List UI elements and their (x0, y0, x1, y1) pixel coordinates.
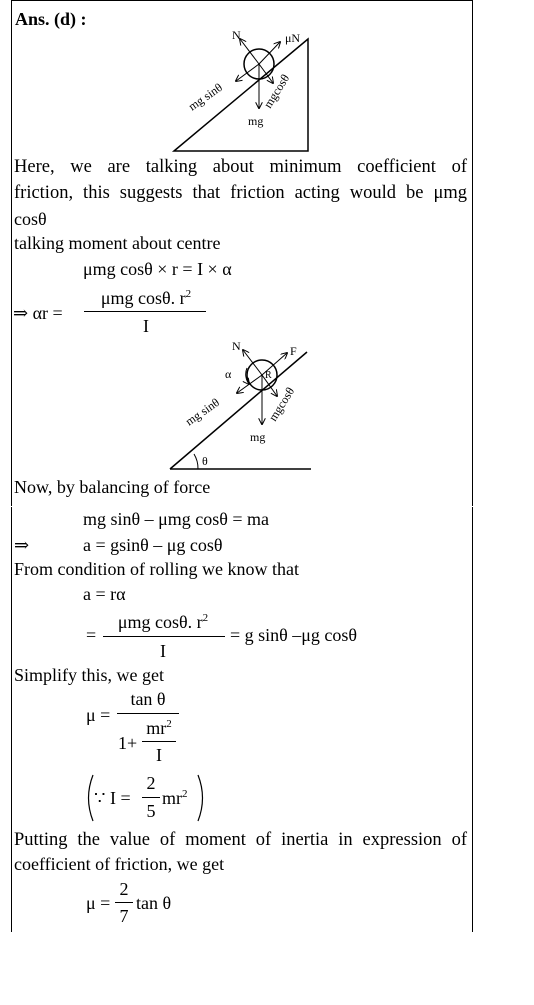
eq8-denominator: 5 (146, 801, 156, 821)
eq7-lhs: μ = (86, 705, 111, 725)
simplify-line: Simplify this, we get (14, 665, 164, 685)
eq2-fraction-bar (84, 311, 206, 312)
eq2-denominator: I (143, 316, 149, 336)
moment-line: talking moment about centre (14, 233, 221, 253)
eq7-inner-numerator: $mr^2$ (146, 718, 172, 738)
eq8-fraction-bar (142, 797, 160, 798)
incline-figure-1 (170, 25, 320, 155)
fig2-mgcos-label: mgcosθ (265, 384, 298, 424)
fig1-mgcos-label: mgcosθ (260, 71, 293, 111)
fig2-force-label: F (290, 344, 297, 358)
fig1-normal-label: N (232, 28, 241, 42)
putting-line1: Putting the value of moment of inertia in expression of (14, 830, 467, 850)
para1-line3: cosθ (14, 209, 47, 229)
fig2-theta-label: θ (202, 454, 208, 468)
incline-figure-2 (165, 338, 320, 473)
eq6-numerator: μmg cosθ. $r^2$ (117, 612, 209, 632)
fig1-mg-label: mg (248, 114, 264, 128)
eq2-lhs: ⇒ αr = (13, 303, 63, 323)
eq6-rhs: = g sinθ –μg cosθ (230, 625, 358, 645)
eq9-denominator: 7 (119, 906, 129, 926)
fig2-radius-label: R (265, 370, 272, 381)
fig2-alpha-label: α (225, 367, 232, 381)
eq4-arrow: ⇒ (14, 535, 30, 555)
eq7-fraction-bar (117, 713, 179, 714)
eq9-lhs: μ = (86, 893, 111, 913)
eq7-denominator-prefix: 1+ (118, 733, 138, 753)
para1-line2: friction, this suggests that friction acting would be μmg (14, 183, 467, 203)
eq8-rhs: $mr^2$ (162, 788, 188, 808)
fig1-friction-label: μN (285, 31, 301, 45)
eq7-inner-bar (142, 741, 176, 742)
fig1-mgsin-label: mg sinθ (185, 80, 225, 114)
eq7-inner-denominator: I (156, 745, 162, 765)
putting-line2: coefficient of friction, we get (14, 854, 225, 874)
eq9-numerator: 2 (119, 879, 129, 899)
rolling-line: From condition of rolling we know that (14, 559, 299, 579)
eq6-denominator: I (160, 641, 166, 661)
eq2-numerator: μmg cosθ. $r^2$ (100, 288, 192, 308)
eq3: mg sinθ – μmg cosθ = ma (83, 509, 270, 529)
para1-line1: Here, we are talking about minimum coefficient of (14, 157, 467, 177)
eq7-numerator: tan θ (130, 689, 166, 709)
answer-label: Ans. (d) : (15, 9, 87, 29)
eq1: μmg cosθ × r = I × α (83, 259, 232, 279)
eq9-fraction-bar (115, 902, 133, 903)
fig2-mgsin-label: mg sinθ (182, 395, 222, 429)
eq5: a = rα (83, 584, 126, 604)
eq9-rhs: tan θ (136, 893, 172, 913)
fig2-normal-label: N (232, 339, 241, 353)
eq4: a = gsinθ – μg cosθ (83, 535, 223, 555)
eq6-equals: = (86, 625, 97, 645)
eq6-fraction-bar (103, 636, 225, 637)
eq8-because: ∵ I = (94, 788, 131, 808)
balance-line: Now, by balancing of force (14, 477, 211, 497)
fig2-mg-label: mg (250, 430, 266, 444)
eq8-numerator: 2 (146, 773, 156, 793)
